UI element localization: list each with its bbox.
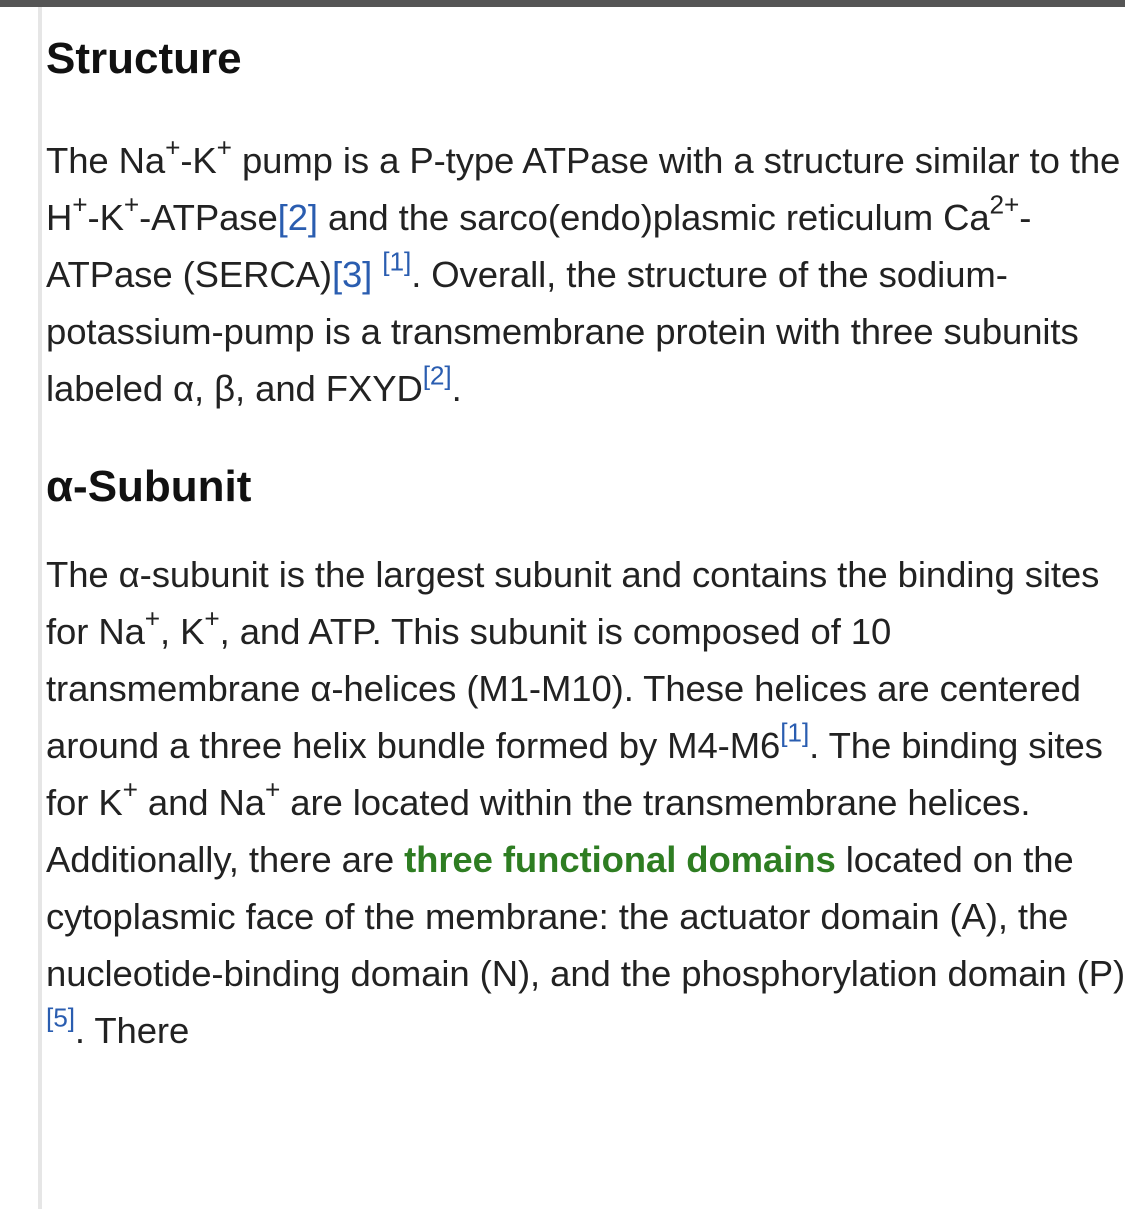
top-bar [0, 0, 1125, 7]
text-run: . [451, 368, 462, 409]
superscript: + [204, 603, 220, 634]
text-run: , and ATP. This subunit is composed of 10 transmembrane α-helices (M1-M10). These helices are centered around a three helix bundle formed by M4-M6 [46, 611, 1081, 766]
text-run: are located within the transmembrane helices. Additionally, there are [46, 782, 1031, 880]
citation-link[interactable]: [2] [422, 360, 452, 391]
superscript: + [165, 132, 181, 163]
superscript: + [123, 189, 140, 220]
section-heading-structure: Structure [46, 34, 242, 83]
left-border-rule [38, 7, 42, 1209]
citation-superscript [382, 247, 411, 277]
text-run [372, 254, 382, 295]
citation-superscript [780, 718, 809, 748]
text-run: . Overall, the structure of the sodium-potassium-pump is a transmembrane protein with three subunits labeled α, β, and FXYD [46, 254, 1079, 409]
citation-link[interactable]: [1] [780, 717, 810, 748]
structure-paragraph [46, 132, 1125, 417]
inline-reference-link[interactable]: [2] [277, 197, 318, 238]
text-run: -K [87, 197, 124, 238]
text-run: -ATPase (SERCA) [46, 197, 1032, 295]
text-run: pump is a P-type ATPase with a structure similar to the H [46, 140, 1121, 238]
superscript: + [72, 189, 88, 220]
text-run: located on the cytoplasmic face of the membrane: the actuator domain (A), the nucleotide-binding domain (N), and the phosphorylation domain (P) [46, 839, 1125, 994]
superscript: + [144, 603, 161, 634]
text-run: The α-subunit is the largest subunit and contains the binding sites for Na [46, 554, 1100, 652]
text-run: The Na [46, 140, 166, 181]
text-run: , K [160, 611, 205, 652]
text-run: and the sarco(endo)plasmic reticulum Ca [317, 197, 990, 238]
text-run: . The binding sites for K [46, 725, 1103, 823]
text-run: -ATPase [139, 197, 278, 238]
citation-superscript [423, 361, 452, 391]
highlighted-term: three functional domains [404, 839, 836, 880]
text-run: and Na [137, 782, 265, 823]
section-heading-alpha-subunit: α-Subunit [46, 462, 252, 511]
article-content [46, 7, 1125, 1059]
text-run: . There [74, 1010, 190, 1051]
inline-reference-link[interactable]: [3] [331, 254, 373, 295]
citation-link[interactable]: [1] [382, 246, 412, 277]
superscript: + [122, 774, 138, 805]
superscript: + [264, 774, 281, 805]
superscript: + [216, 132, 232, 163]
alpha-subunit-paragraph [46, 546, 1125, 1059]
superscript: 2+ [989, 189, 1020, 220]
citation-link[interactable]: [5] [46, 1002, 75, 1033]
citation-superscript [46, 1003, 75, 1033]
text-run: -K [180, 140, 217, 181]
